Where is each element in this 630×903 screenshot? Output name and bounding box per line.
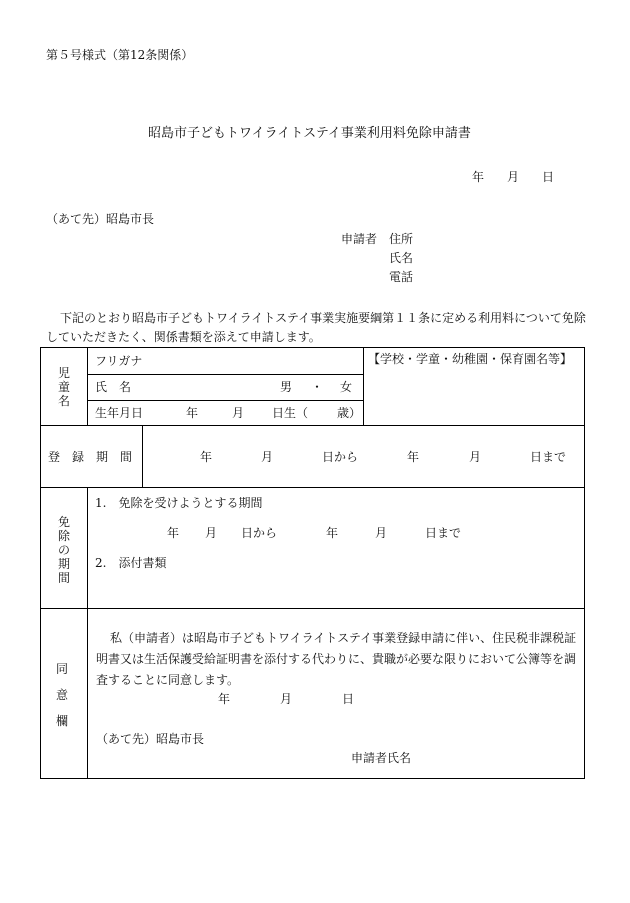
exemption-period-label: 免除の期間	[57, 515, 70, 585]
consent-date-day: 日	[342, 692, 355, 706]
consent-label-char-3: 欄	[56, 714, 69, 728]
table-border-bottom	[40, 778, 585, 779]
addressee: （あて先）昭島市長	[46, 212, 155, 226]
dob-month: 月	[232, 406, 245, 420]
registration-to-day: 日まで	[530, 450, 567, 464]
dob-label: 生年月日	[95, 406, 144, 420]
row-divider-1	[40, 425, 585, 426]
applicant-address-label: 住所	[389, 232, 414, 246]
child-name-field-label: 氏 名	[95, 380, 132, 394]
exemption-item-1: 1. 免除を受けようとする期間	[95, 496, 263, 510]
child-label-divider	[87, 347, 88, 425]
exemption-from-month: 月	[205, 526, 218, 540]
gender-female: 女	[340, 380, 353, 394]
dob-age: 歳）	[337, 406, 362, 420]
row-divider-3	[40, 608, 585, 609]
child-row-divider-1	[87, 374, 363, 375]
registration-to-month: 月	[469, 450, 482, 464]
form-number: 第５号様式（第12条関係）	[46, 48, 194, 62]
date-year-label: 年	[472, 170, 485, 184]
furigana-label: フリガナ	[95, 354, 143, 368]
child-row-divider-2	[87, 400, 363, 401]
gender-separator: ・	[311, 380, 324, 394]
exemption-from-day: 日から	[241, 526, 278, 540]
registration-from-day: 日から	[322, 450, 359, 464]
table-border-left	[40, 347, 41, 779]
school-divider	[363, 347, 364, 425]
gender-male: 男	[280, 380, 293, 394]
school-label: 【学校・学童・幼稚園・保育園名等】	[368, 352, 573, 366]
table-border-top	[40, 347, 585, 348]
consent-date-month: 月	[280, 692, 293, 706]
consent-statement: 私（申請者）は昭島市子どもトワイライトステイ事業登録申請に伴い、住民税非課税証明書又は生活保護受給証明書を添付する代わりに、貴職が必要な限りにおいて公簿等を調査することに同意します。	[96, 631, 577, 687]
row-divider-2	[40, 487, 585, 488]
registration-label-divider	[142, 425, 143, 487]
child-name-label: 児童名	[57, 366, 70, 408]
dob-year: 年	[186, 406, 199, 420]
consent-date-year: 年	[218, 692, 231, 706]
date-month-label: 月	[507, 170, 520, 184]
page-title: 昭島市子どもトワイライトステイ事業利用料免除申請書	[148, 126, 471, 141]
consent-label-char-1: 同	[56, 662, 69, 676]
registration-from-month: 月	[261, 450, 274, 464]
consent-addressee: （あて先）昭島市長	[96, 732, 205, 746]
consent-label-char-2: 意	[56, 688, 69, 702]
registration-to-year: 年	[407, 450, 420, 464]
registration-from-year: 年	[200, 450, 213, 464]
table-border-right	[584, 347, 585, 779]
exemption-to-month: 月	[375, 526, 388, 540]
date-day-label: 日	[542, 170, 555, 184]
registration-period-label: 登 録 期 間	[48, 450, 133, 464]
lower-label-divider	[87, 487, 88, 779]
applicant-phone-label: 電話	[389, 270, 414, 284]
consent-applicant-name: 申請者氏名	[351, 751, 412, 765]
exemption-to-year: 年	[326, 526, 339, 540]
exemption-item-2: 2. 添付書類	[95, 556, 167, 570]
intro-paragraph: 下記のとおり昭島市子どもトワイライトステイ事業実施要綱第１１条に定める利用料について免除していただきたく、関係書類を添えて申請します。	[46, 311, 586, 344]
applicant-label: 申請者	[341, 232, 378, 246]
dob-day: 日生（	[272, 406, 309, 420]
exemption-to-day: 日まで	[425, 526, 462, 540]
exemption-from-year: 年	[167, 526, 180, 540]
applicant-name-label: 氏名	[389, 251, 414, 265]
